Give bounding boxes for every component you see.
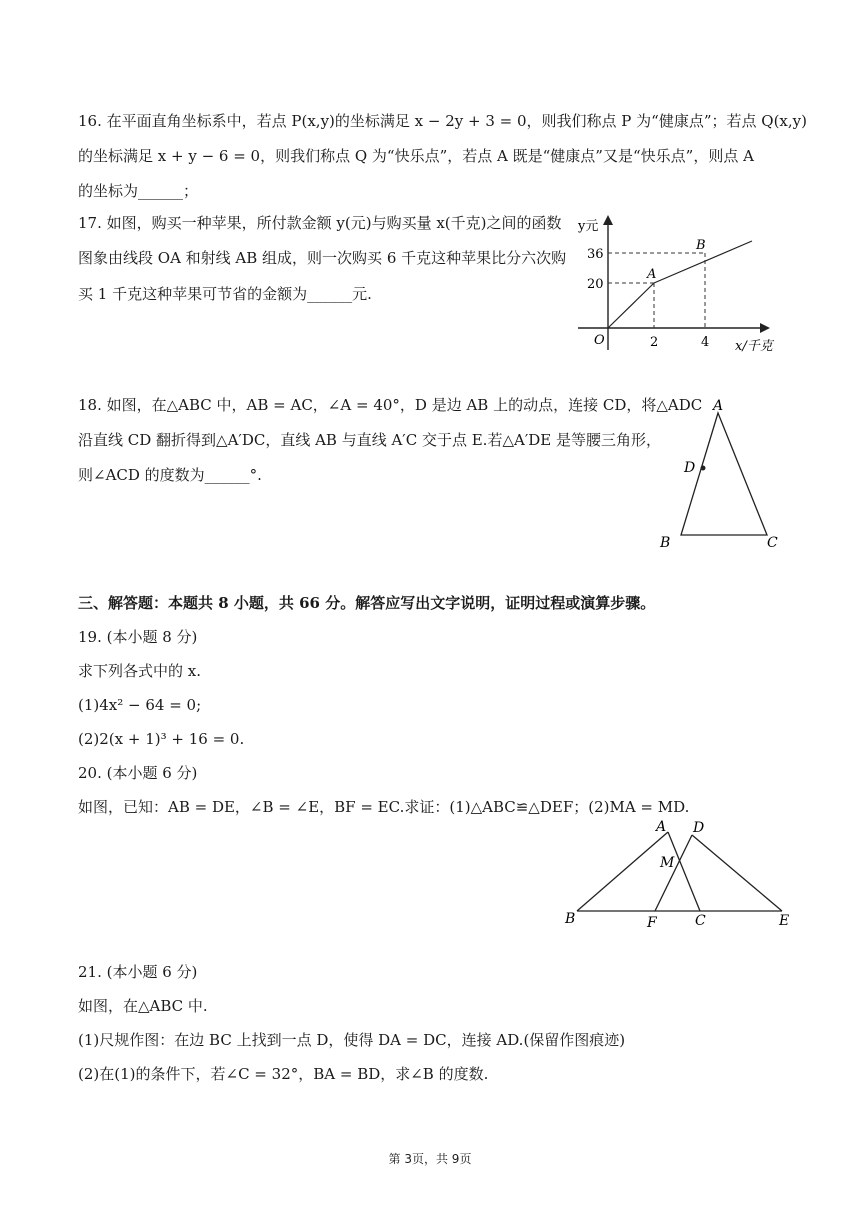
q16-line-2: 的坐标满足 x + y − 6 = 0，则我们称点 Q 为“快乐点”，若点 A 既是“健康点”又是“快乐点”，则点 A	[78, 147, 754, 165]
q20-line-de	[692, 835, 782, 911]
q21-part-1: (1)尺规作图：在边 BC 上找到一点 D，使得 DA = DC，连接 AD.(保留作图痕迹)	[78, 1031, 626, 1049]
q20-label-f: F	[647, 915, 657, 931]
q17-y-tick-36: 36	[587, 247, 604, 262]
q17-x-tick-4: 4	[701, 335, 710, 350]
q21-part-2: (2)在(1)的条件下，若∠C = 32°，BA = BD，求∠B 的度数.	[78, 1065, 489, 1083]
q18-line-2: 沿直线 CD 翻折得到△A′DC，直线 AB 与直线 A′C 交于点 E.若△A′DE 是等腰三角形，	[78, 431, 661, 449]
q17-point-a-label: A	[647, 267, 657, 282]
q16-line-1: 16. 在平面直角坐标系中，若点 P(x,y)的坐标满足 x − 2y + 3 = 0，则我们称点 P 为“健康点”；若点 Q(x,y)	[78, 112, 807, 130]
q18-label-d: D	[684, 460, 696, 476]
q21-prompt: 如图，在△ABC 中.	[78, 997, 208, 1015]
q20-label-d: D	[693, 820, 705, 836]
q18-point-d	[701, 466, 706, 471]
q17-x-arrow	[760, 323, 770, 333]
q20-title: 20. (本小题 6 分)	[78, 764, 198, 782]
q17-origin-label: O	[594, 333, 605, 348]
q17-y-tick-20: 20	[587, 277, 604, 292]
q17-x-axis-label: x/千克	[735, 339, 773, 354]
q18-label-c: C	[767, 535, 778, 551]
q17-line-2: 图象由线段 OA 和射线 AB 组成，则一次购买 6 千克这种苹果比分六次购	[78, 249, 567, 267]
q19-prompt: 求下列各式中的 x.	[78, 662, 201, 680]
q17-segment-oa	[608, 283, 654, 328]
q17-y-axis-label: y元	[578, 219, 599, 234]
q16-line-3: 的坐标为______；	[78, 182, 199, 200]
q20-label-b: B	[565, 911, 576, 927]
q17-line-3: 买 1 千克这种苹果可节省的金额为______元.	[78, 285, 372, 303]
q17-graph	[570, 210, 790, 360]
section-3-heading: 三、解答题：本题共 8 小题，共 66 分。解答应写出文字说明，证明过程或演算步骤。	[78, 594, 656, 612]
q17-x-tick-2: 2	[650, 335, 659, 350]
q18-triangle-figure	[655, 395, 795, 555]
q20-prompt: 如图，已知：AB = DE，∠B = ∠E，BF = EC.求证：(1)△ABC≌△DEF；(2)MA = MD.	[78, 798, 690, 816]
page-footer: 第 3页，共 9页	[388, 1152, 472, 1166]
q20-line-ba	[577, 832, 668, 911]
q20-label-e: E	[779, 913, 790, 929]
q18-label-b: B	[660, 535, 671, 551]
q20-label-c: C	[695, 913, 706, 929]
q19-part-2: (2)2(x + 1)³ + 16 = 0.	[78, 730, 245, 748]
q19-part-1: (1)4x² − 64 = 0;	[78, 696, 202, 714]
q17-line-1: 17. 如图，购买一种苹果，所付款金额 y(元)与购买量 x(千克)之间的函数	[78, 214, 562, 232]
q19-title: 19. (本小题 8 分)	[78, 628, 198, 646]
q18-line-1: 18. 如图，在△ABC 中，AB = AC，∠A = 40°，D 是边 AB 上的动点，连接 CD，将△ADC	[78, 396, 703, 414]
q18-label-a: A	[713, 398, 724, 414]
q20-label-m: M	[660, 855, 675, 871]
q20-figure	[555, 815, 795, 935]
q18-line-3: 则∠ACD 的度数为______°.	[78, 466, 262, 484]
q21-title: 21. (本小题 6 分)	[78, 963, 198, 981]
q20-line-ac	[668, 832, 700, 911]
q17-point-b-label: B	[696, 238, 706, 253]
q20-label-a: A	[656, 819, 667, 835]
q17-y-arrow	[603, 215, 613, 225]
